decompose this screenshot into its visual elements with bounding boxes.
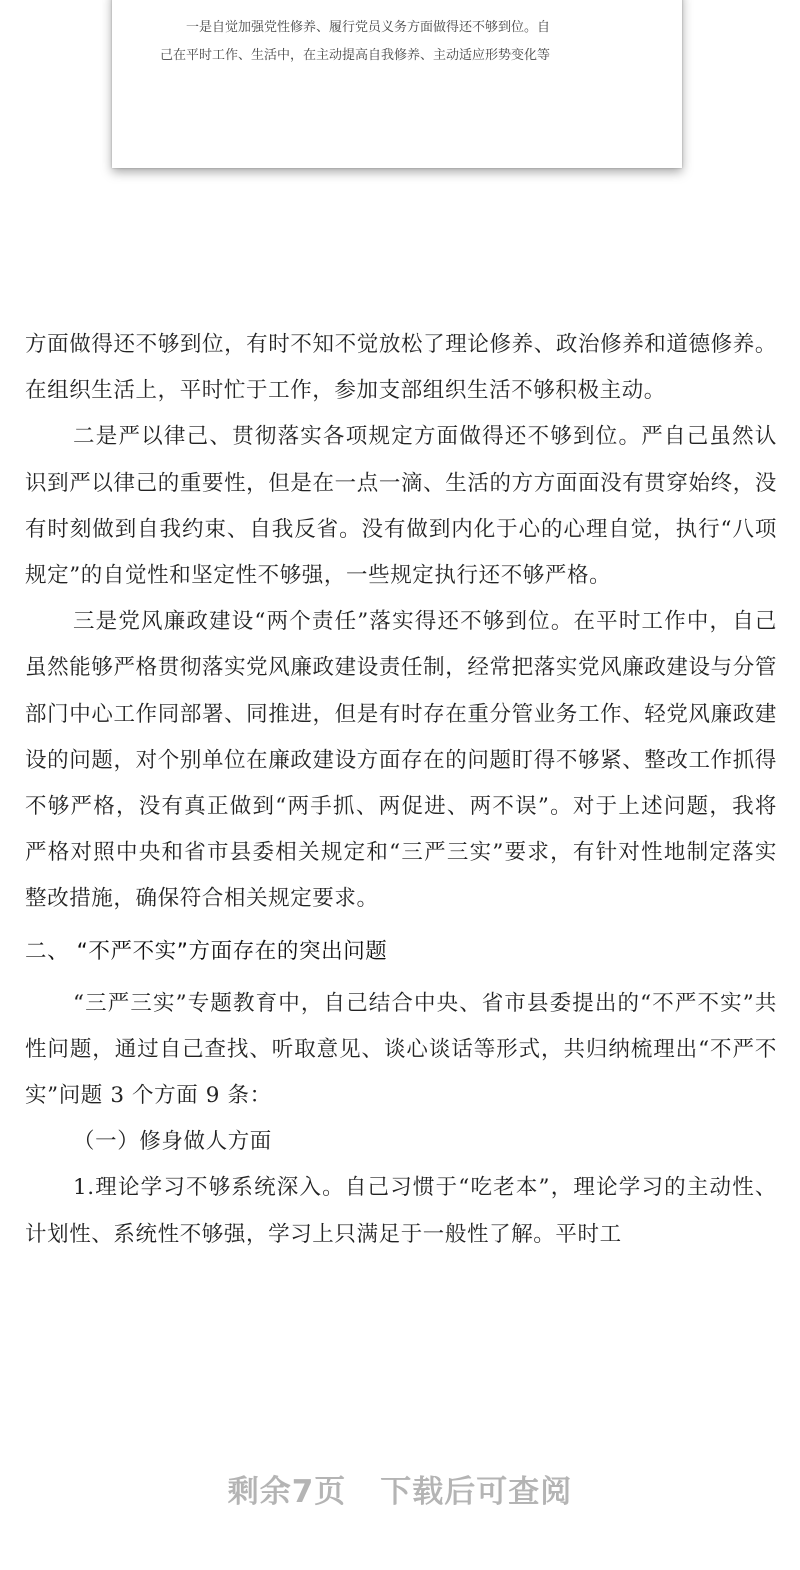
preview-text xyxy=(160,14,640,70)
remaining-pages-label: 剩余7页 xyxy=(227,1474,347,1510)
section-heading: 二、 “不严不实”方面存在的突出问题 xyxy=(25,938,388,964)
paragraph-two-responsibilities: 三是党风廉政建设“两个责任”落实得还不够到位。在平时工作中，自己虽然能够严格贯彻落实党风廉政建设责任制，经常把落实党风廉政建设与分管部门中心工作同部署、同推进，但是有时存在重分管业务工作、轻党风廉政建设的问题，对个别单位在廉政建设方面存在的问题盯得不够紧、整改工作抓得不够严格，没有真正做到“两手抓、两促进、两不误”。对于上述问题，我将严格对照中央和省市县委相关规定和“三严三实”要求，有针对性地制定落实整改措施，确保符合相关规定要求。 xyxy=(25,609,777,912)
paragraph-continuation: 方面做得还不够到位，有时不知不觉放松了理论修养、政治修养和道德修养。在组织生活上，平时忙于工作，参加支部组织生活不够积极主动。 xyxy=(25,332,777,404)
remaining-pages-banner[interactable] xyxy=(0,1466,800,1511)
paragraph-theory-study: 1.理论学习不够系统深入。自己习惯于“吃老本”，理论学习的主动性、计划性、系统性不够强，学习上只满足于一般性了解。平时工 xyxy=(25,1175,777,1247)
document-body xyxy=(25,322,777,1258)
preview-line: 一是自觉加强党性修养、履行党员义务方面做得还不够到位。自 xyxy=(186,20,551,35)
paragraph-summary: “三严三实”专题教育中，自己结合中央、省市县委提出的“不严不实”共性问题，通过自己查找、听取意见、谈心谈话等形式，共归纳梳理出“不严不实”问题 3 个方面 9 条： xyxy=(25,990,777,1109)
document-preview-card xyxy=(112,0,682,168)
paragraph-strict-discipline: 二是严以律己、贯彻落实各项规定方面做得还不够到位。严自己虽然认识到严以律己的重要性，但是在一点一滴、生活的方方面面没有贯穿始终，没有时刻做到自我约束、自我反省。没有做到内化于心的心理自觉，执行“八项规定”的自觉性和坚定性不够强，一些规定执行还不够严格。 xyxy=(25,424,777,589)
download-hint-label: 下载后可查阅 xyxy=(380,1474,573,1510)
preview-line: 己在平时工作、生活中，在主动提高自我修养、主动适应形势变化等 xyxy=(160,48,551,63)
subsection-heading: （一）修身做人方面 xyxy=(73,1129,272,1155)
